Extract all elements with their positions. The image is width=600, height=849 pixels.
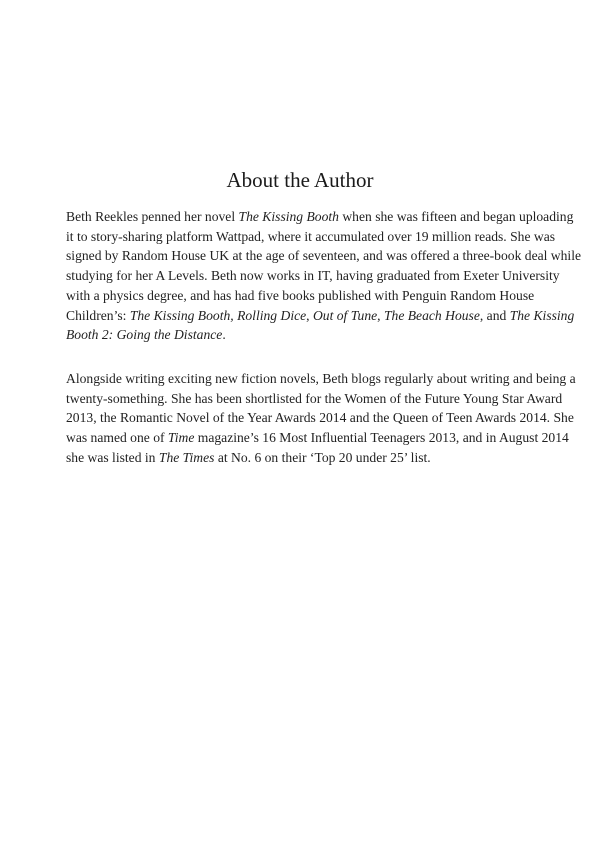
italic-title-text: The Kissing bbox=[509, 307, 575, 323]
text-segment: , bbox=[377, 307, 384, 323]
text-segment: magazine’s 16 Most Influential Teenagers 2013, and in August 2014 bbox=[194, 430, 569, 446]
page-title: About the Author bbox=[226, 168, 374, 192]
text-segment: twenty-something. She has been shortlisted for the Women of the Future Young Star Award bbox=[66, 390, 563, 406]
text-segment: , bbox=[306, 307, 313, 323]
text-line bbox=[66, 408, 574, 428]
text-line bbox=[66, 369, 576, 389]
text-segment: 2013, the Romantic Novel of the Year Awards 2014 and the Queen of Teen Awards 2014. She bbox=[66, 410, 574, 426]
text-segment: was named one of bbox=[66, 430, 168, 446]
author-bio-paragraph-1 bbox=[66, 207, 582, 345]
text-segment: when she was fifteen and began uploading bbox=[338, 209, 574, 224]
text-segment: studying for her A Levels. Beth now works in IT, having graduated from Exeter University bbox=[66, 268, 560, 284]
italic-title-text: Booth 2: Going the Distance bbox=[66, 327, 223, 343]
text-line bbox=[66, 428, 569, 448]
italic-title-text: The Kissing Booth bbox=[238, 209, 339, 224]
text-line bbox=[66, 448, 546, 468]
text-line bbox=[66, 286, 546, 306]
italic-title-text: Time bbox=[167, 430, 195, 446]
text-segment: Alongside writing exciting new fiction novels, Beth blogs regularly about writing and being a bbox=[66, 371, 576, 386]
text-segment: at No. 6 on their ‘Top 20 under 25’ list. bbox=[214, 449, 431, 465]
text-segment: . bbox=[222, 327, 226, 343]
italic-title-text: The Kissing Booth, Rolling Dice bbox=[129, 307, 307, 323]
author-bio-paragraph-2 bbox=[66, 369, 576, 468]
text-line bbox=[66, 389, 563, 409]
text-segment: Children’s: bbox=[66, 307, 130, 323]
text-line bbox=[66, 325, 546, 345]
text-line bbox=[66, 227, 556, 247]
text-segment: she was listed in bbox=[66, 449, 159, 465]
text-segment: it to story-sharing platform Wattpad, where it accumulated over 19 million reads. She was bbox=[66, 228, 556, 244]
text-segment: signed by Random House UK at the age of seventeen, and was offered a three-book deal while bbox=[66, 248, 582, 264]
text-segment: Beth Reekles penned her novel bbox=[66, 209, 239, 224]
text-segment: with a physics degree, and has had five books published with Penguin Random House bbox=[66, 287, 535, 303]
italic-title-text: The Times bbox=[158, 449, 215, 465]
italic-title-text: The Beach House bbox=[383, 307, 480, 323]
italic-title-text: Out of Tune bbox=[312, 307, 378, 323]
text-line bbox=[66, 246, 582, 266]
text-line bbox=[66, 266, 560, 286]
text-segment: , and bbox=[479, 307, 510, 323]
text-line bbox=[66, 306, 575, 326]
text-line bbox=[66, 207, 574, 227]
